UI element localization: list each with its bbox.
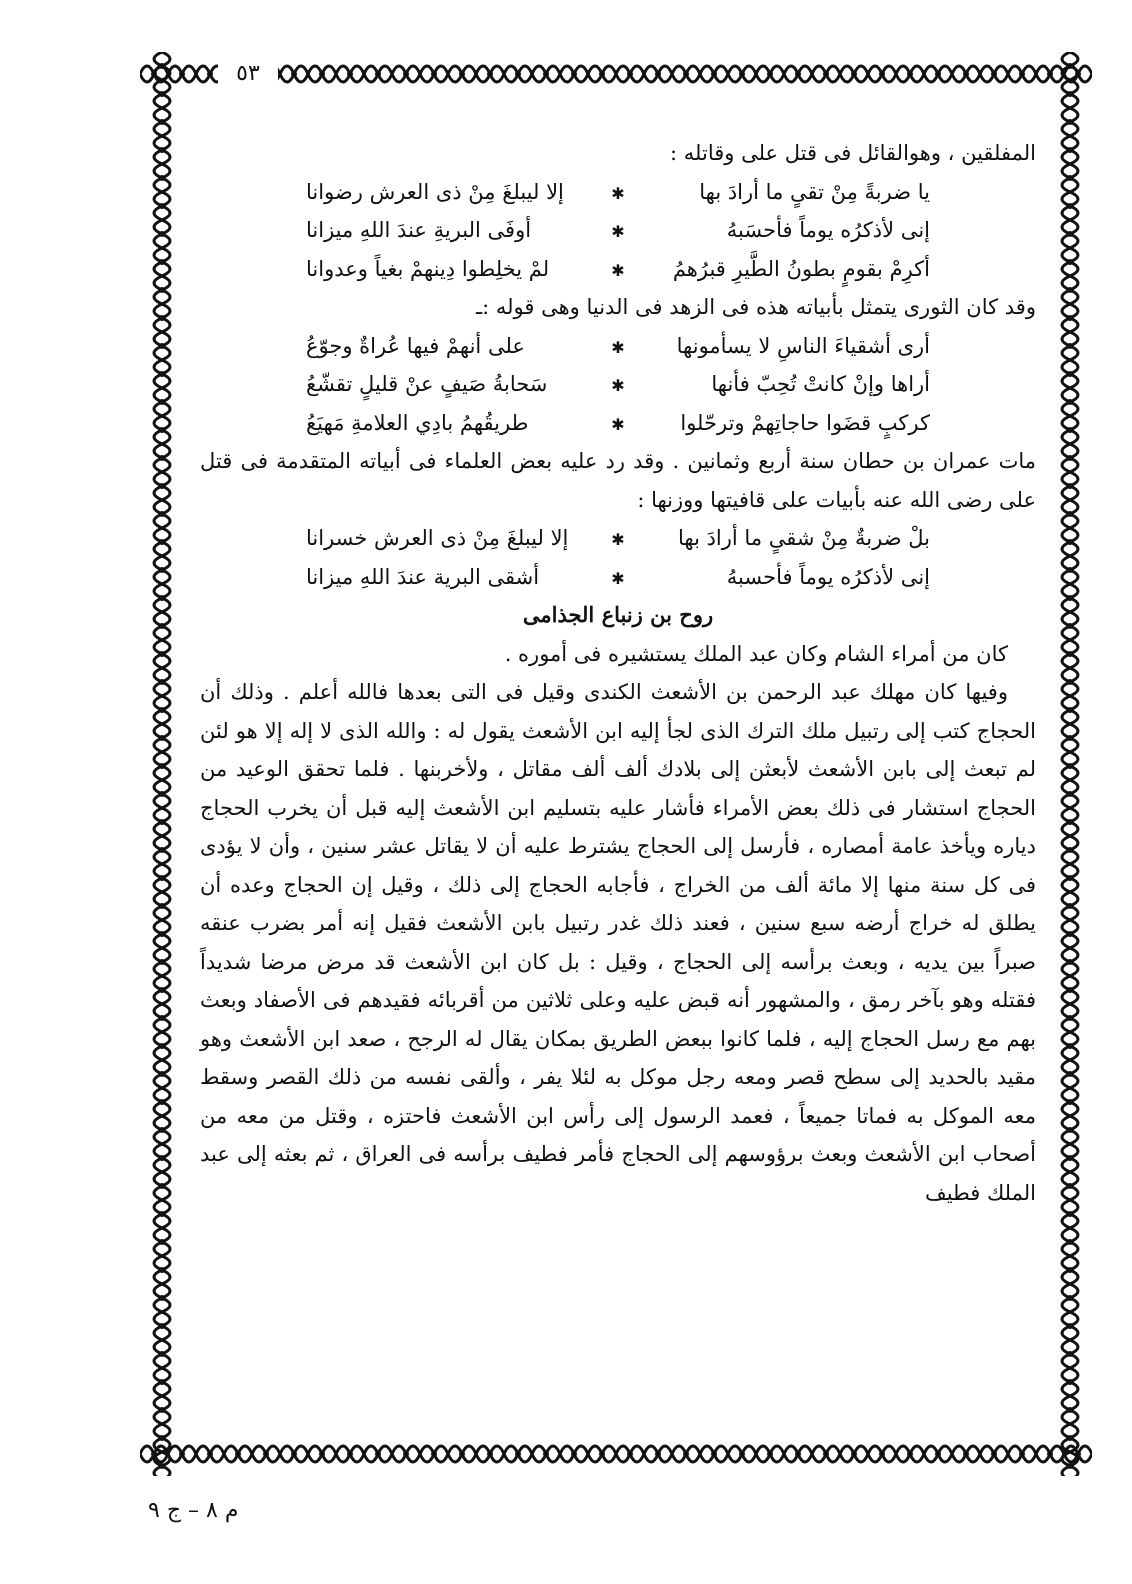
page-number: ٥٣ — [218, 58, 278, 90]
verse-second-hemistich: لمْ يخلِطوا دِينهمْ بغياً وعدوانا — [306, 256, 550, 281]
verse-first-hemistich: كركبٍ قضَوا حاجاتِهمْ وترحّلوا — [680, 410, 930, 435]
page-body — [200, 134, 1036, 1430]
star-separator-icon: ✱ — [611, 337, 625, 357]
star-separator-icon: ✱ — [611, 183, 625, 203]
verse-line — [200, 404, 1036, 443]
chain-border-top — [140, 52, 1092, 96]
chain-border-bottom — [140, 1432, 1092, 1476]
star-separator-icon: ✱ — [611, 414, 625, 434]
poem-1 — [200, 173, 1036, 289]
main-paragraph: وفيها كان مهلك عبد الرحمن بن الأشعث الكندى وقيل فى التى بعدها فالله أعلم . وذلك أن الحجاج كتب إلى رتبيل ملك الترك الذى لجأ إليه ابن الأشعث يقول له : والله الذى لا إله إلا هو لئن لم تبعث إلى بابن الأشعث لأبعثن إلى بلادك ألف ألف مقاتل ، ولأخربنها . فلما تحقق الوعيد من الحجاج استشار فى ذلك بعض الأمراء فأشار عليه بتسليم ابن الأشعث إليه قبل أن يخرب الحجاج دياره ويأخذ عامة أمصاره ، فأرسل إلى الحجاج يشترط عليه أن لا يقاتل عشر سنين ، وأن لا يؤدى فى كل سنة منها إلا مائة ألف من الخراج ، فأجابه الحجاج إلى ذلك ، وقيل إن الحجاج وعده أن يطلق له خراج أرضه سبع سنين ، فعند ذلك غدر رتبيل بابن الأشعث فقيل إنه أمر بضرب عنقه صبراً بين يديه ، وبعث برأسه إلى الحجاج ، وقيل : بل كان ابن الأشعث قد مرض مرضا شديداً فقتله وهو بآخر رمق ، والمشهور أنه قبض عليه وعلى ثلاثين من أقربائه فقيدهم فى الأصفاد وبعث بهم مع رسل الحجاج إليه ، فلما كانوا ببعض الطريق بمكان يقال له الرجح ، صعد ابن الأشعث وهو مقيد بالحديد إلى سطح قصر ومعه رجل موكل به لئلا يفر ، وألقى نفسه من ذلك القصر وسقط معه الموكل به فماتا جميعاً ، فعمد الرسول إلى رأس ابن الأشعث فاحتزه ، وقتل من معه من أصحاب ابن الأشعث وبعث برؤوسهم إلى الحجاج فأمر فطيف برأسه فى العراق ، ثم بعثه إلى عبد الملك فطيف — [200, 680, 1036, 1205]
verse-first-hemistich: أراها وإنْ كانتْ تُحِبّ فأنها — [711, 372, 930, 396]
chain-border-right — [1048, 52, 1092, 1476]
poem-2 — [200, 327, 1036, 443]
section-heading: روح بن زنباع الجذامى — [522, 602, 714, 627]
printer-signature: م ٨ – ج ٩ — [148, 1498, 239, 1523]
star-separator-icon: ✱ — [611, 530, 625, 549]
verse-second-hemistich: أوفَى البريةِ عندَ اللهِ ميزانا — [306, 218, 532, 242]
verse-second-hemistich: إلا ليبلغَ مِنْ ذى العرش رضوانا — [306, 179, 564, 204]
verse-line — [200, 519, 1036, 558]
poem-3 — [200, 519, 1036, 596]
verse-second-hemistich: على أنهمْ فيها عُراةٌ وجوّعُ — [306, 333, 525, 358]
verse-second-hemistich: سَحابةُ صَيفٍ عنْ قليلٍ تقشّعُ — [306, 372, 548, 396]
intro-line: المفلقين ، وهوالقائل فى قتل على وقاتله : — [670, 141, 1036, 165]
verse-first-hemistich: أرى أشقياءَ الناسِ لا يسأمونها — [676, 333, 930, 358]
chain-border-left — [140, 52, 184, 1476]
verse-second-hemistich: طريقُهمُ بادِي العلامةِ مَهيَعُ — [306, 410, 529, 435]
verse-first-hemistich: إنى لأذكرُه يوماً فأحسبهُ — [726, 564, 930, 589]
star-separator-icon: ✱ — [611, 222, 625, 241]
verse-second-hemistich: أشقى البرية عندَ اللهِ ميزانا — [306, 564, 540, 589]
verse-first-hemistich: يا ضربةً مِنْ تقىٍ ما أرادَ بها — [699, 179, 930, 204]
verse-second-hemistich: إلا ليبلغَ مِنْ ذى العرش خسرانا — [306, 526, 569, 550]
verse-line — [200, 211, 1036, 250]
verse-first-hemistich: أكرِمْ بقومٍ بطونُ الطَّيرِ قبرُهمُ — [672, 256, 930, 281]
thawri-intro: وقد كان الثورى يتمثل بأبياته هذه فى الزهد فى الدنيا وهى قوله :ـ — [475, 295, 1036, 319]
section-intro: كان من أمراء الشام وكان عبد الملك يستشيره فى أموره . — [504, 641, 1008, 666]
verse-line — [200, 365, 1036, 404]
star-separator-icon: ✱ — [611, 376, 625, 395]
verse-line — [200, 327, 1036, 366]
verse-line — [200, 558, 1036, 597]
verse-first-hemistich: بلْ ضربةٌ مِنْ شقىٍ ما أرادَ بها — [677, 526, 930, 550]
star-separator-icon: ✱ — [611, 568, 625, 588]
verse-line — [200, 173, 1036, 212]
death-note: مات عمران بن حطان سنة أربع وثمانين . وقد رد عليه بعض العلماء فى أبياته المتقدمة فى قتل على رضى الله عنه بأبيات على قافيتها ووزنها : — [200, 449, 1036, 512]
verse-line — [200, 250, 1036, 289]
verse-first-hemistich: إنى لأذكرُه يوماً فأحسَبهُ — [726, 218, 930, 242]
star-separator-icon: ✱ — [611, 260, 625, 280]
